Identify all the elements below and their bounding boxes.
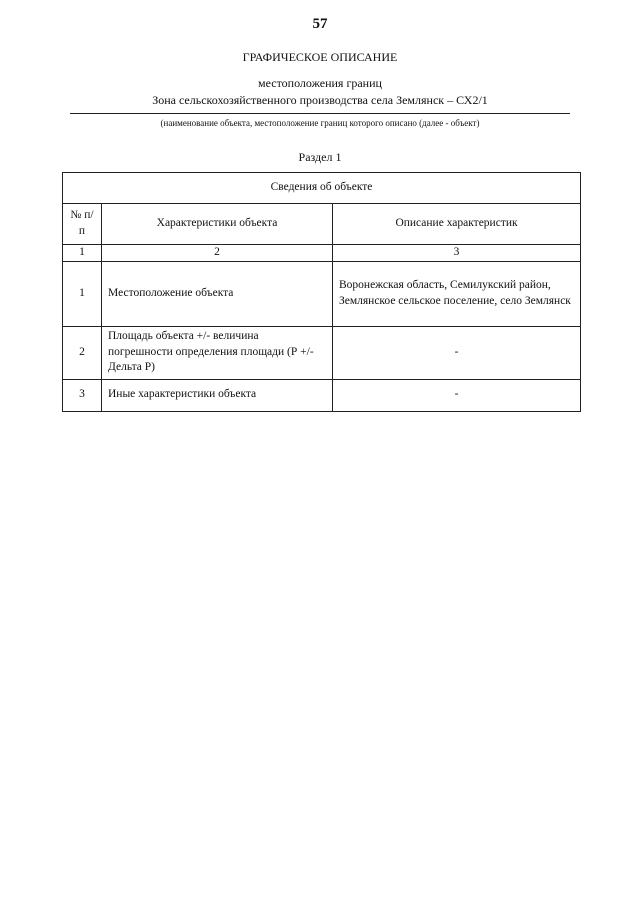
column-header-number: № п/п bbox=[63, 204, 102, 245]
row-number: 3 bbox=[63, 379, 102, 411]
table-row bbox=[63, 379, 581, 411]
table-index-row bbox=[63, 245, 581, 262]
page-number: 57 bbox=[312, 16, 328, 32]
table-header-row bbox=[63, 204, 581, 245]
document-title: ГРАФИЧЕСКОЕ ОПИСАНИЕ bbox=[242, 50, 398, 64]
table-row bbox=[63, 326, 581, 379]
object-name-caption: (наименование объекта, местоположение границ которого описано (далее - объект) bbox=[160, 118, 480, 128]
row-number: 2 bbox=[63, 326, 102, 379]
table-title: Сведения об объекте bbox=[63, 173, 581, 204]
column-index: 3 bbox=[333, 245, 581, 262]
section-title: Раздел 1 bbox=[298, 150, 342, 164]
row-characteristic: Местоположение объекта bbox=[102, 261, 333, 326]
title-underline bbox=[70, 113, 570, 114]
row-number: 1 bbox=[63, 261, 102, 326]
column-header-description: Описание характеристик bbox=[333, 204, 581, 245]
row-description: Воронежская область, Семилукский район, Землянское сельское поселение, село Землянск bbox=[333, 261, 581, 326]
document-subtitle: местоположения границ bbox=[258, 76, 382, 90]
row-description: - bbox=[333, 326, 581, 379]
table-row bbox=[63, 261, 581, 326]
row-characteristic: Площадь объекта +/- величина погрешности определения площади (Р +/- Дельта Р) bbox=[102, 326, 333, 379]
row-description: - bbox=[333, 379, 581, 411]
row-characteristic: Иные характеристики объекта bbox=[102, 379, 333, 411]
object-info-table bbox=[62, 172, 581, 412]
object-name: Зона сельскохозяйственного производства села Землянск – СХ2/1 bbox=[152, 93, 488, 107]
table-title-row bbox=[63, 173, 581, 204]
column-index: 2 bbox=[102, 245, 333, 262]
column-header-characteristic: Характеристики объекта bbox=[102, 204, 333, 245]
column-index: 1 bbox=[63, 245, 102, 262]
